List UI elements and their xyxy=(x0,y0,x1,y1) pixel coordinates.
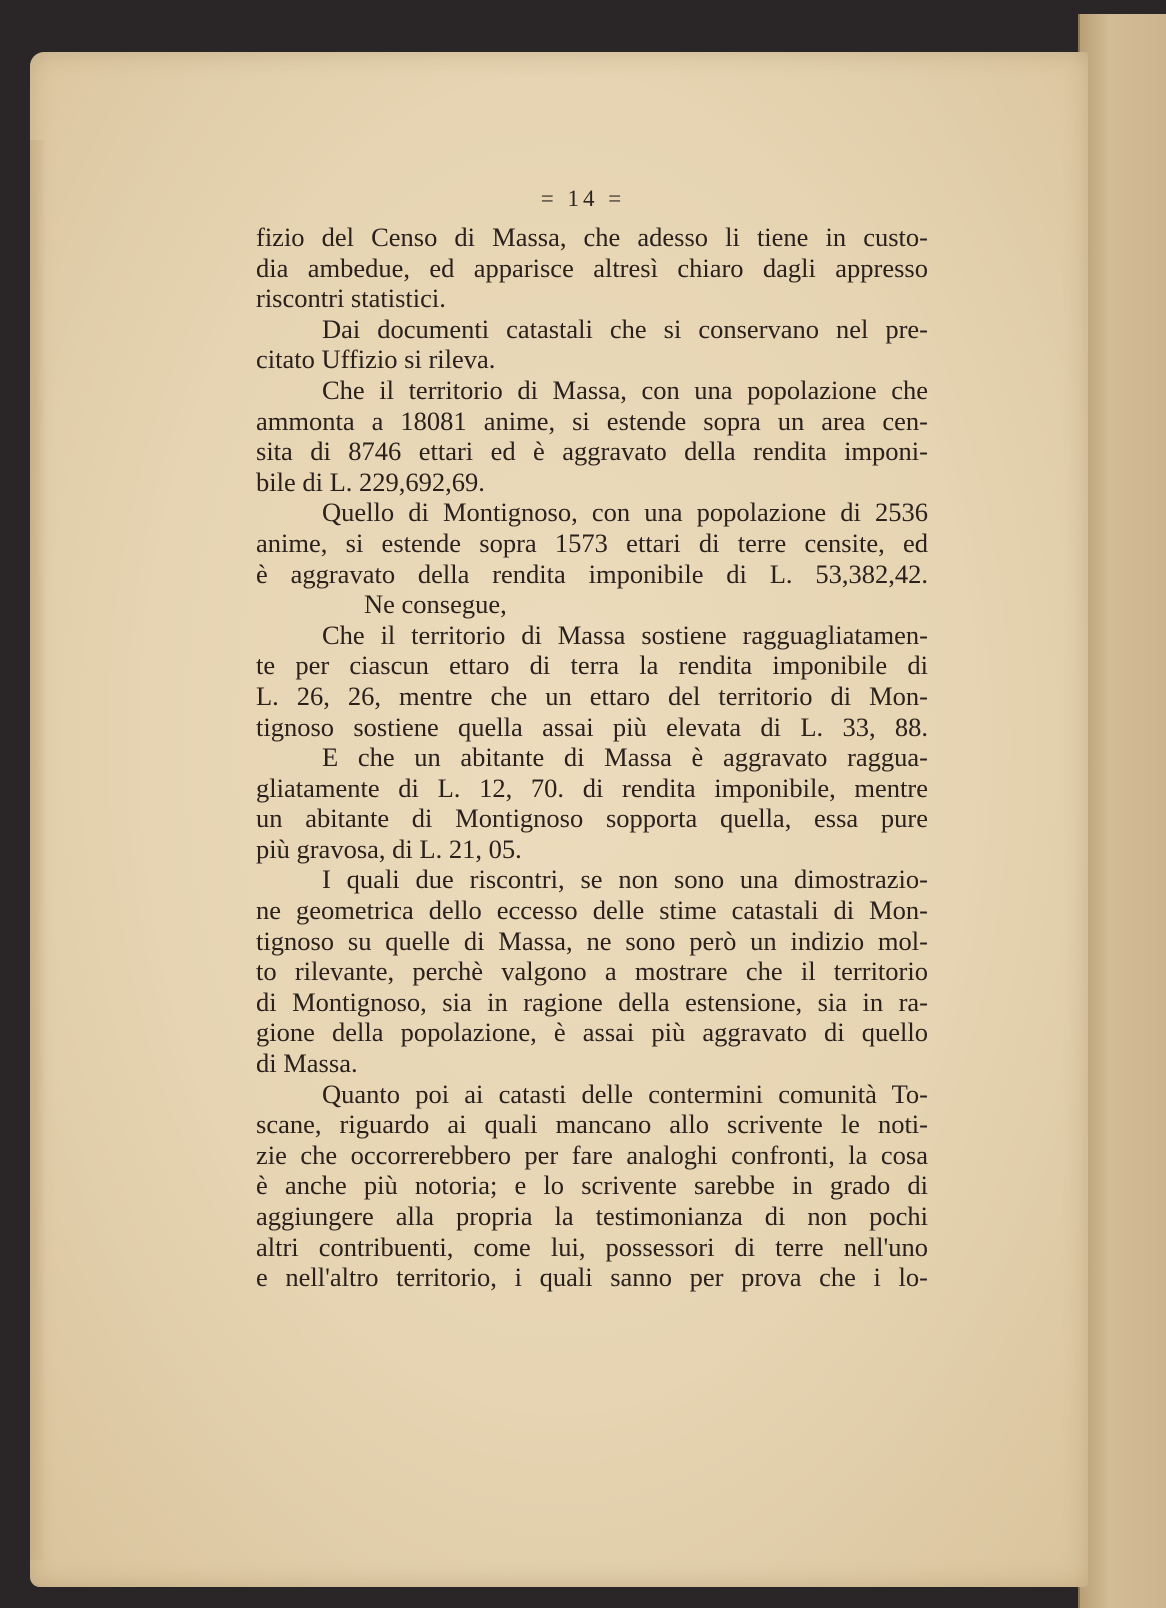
page-shadow xyxy=(30,140,46,1560)
text-line: è anche più notoria; e lo scrivente sarebbe in grado di xyxy=(256,1170,928,1201)
text-line: Quello di Montignoso, con una popolazione di 2536 xyxy=(322,497,928,528)
text-line: è aggravato della rendita imponibile di L. 53,382,42. xyxy=(256,558,928,589)
text-line: Che il territorio di Massa sostiene ragguagliatamen- xyxy=(322,619,928,650)
text-line: riscontri statistici. xyxy=(256,283,446,314)
text-line: ne geometrica dello eccesso delle stime catastali di Mon- xyxy=(256,895,928,926)
text-line: Dai documenti catastali che si conservano nel pre- xyxy=(322,313,928,344)
text-line: I quali due riscontri, se non sono una dimostrazio- xyxy=(322,864,928,895)
text-line: Quanto poi ai catasti delle contermini comunità To- xyxy=(322,1078,928,1109)
text-line: altri contribuenti, come lui, possessori di terre nell'uno xyxy=(256,1231,928,1262)
text-line: zie che occorrerebbero per fare analoghi confronti, la cosa xyxy=(256,1139,928,1170)
text-line: E che un abitante di Massa è aggravato raggua- xyxy=(322,742,928,773)
text-line: gione della popolazione, è assai più aggravato di quello xyxy=(256,1017,928,1048)
text-line: più gravosa, di L. 21, 05. xyxy=(256,833,522,864)
text-line: fizio del Censo di Massa, che adesso li tiene in custo- xyxy=(256,222,928,252)
text-line: bile di L. 229,692,69. xyxy=(256,466,485,497)
text-line: ammonta a 18081 anime, si estende sopra un area cen- xyxy=(256,405,928,436)
text-line: e nell'altro territorio, i quali sanno per prova che i lo- xyxy=(256,1262,928,1293)
body-text xyxy=(256,222,928,1293)
text-line: to rilevante, perchè valgono a mostrare che il territorio xyxy=(256,956,928,987)
text-line: Che il territorio di Massa, con una popolazione che xyxy=(322,374,928,405)
text-line: aggiungere alla propria la testimonianza di non pochi xyxy=(256,1201,928,1231)
text-line: di Massa. xyxy=(256,1048,358,1079)
text-line: di Montignoso, sia in ragione della estensione, sia in ra- xyxy=(256,986,928,1017)
text-line: tignoso su quelle di Massa, ne sono però un indizio mol- xyxy=(256,925,928,956)
text-line: dia ambedue, ed apparisce altresì chiaro dagli appresso xyxy=(256,252,928,283)
text-line: te per ciascun ettaro di terra la rendita imponibile di xyxy=(256,650,928,681)
text-line: L. 26, 26, mentre che un ettaro del territorio di Mon- xyxy=(256,680,928,711)
text-line: scane, riguardo ai quali mancano allo scrivente le noti- xyxy=(256,1109,928,1140)
adjacent-page-edge xyxy=(1078,14,1166,1608)
text-line: un abitante di Montignoso sopporta quella, essa pure xyxy=(256,803,928,834)
page-number: = 14 = xyxy=(540,186,626,211)
text-line: citato Uffizio si rileva. xyxy=(256,344,496,375)
text-line: anime, si estende sopra 1573 ettari di terre censite, ed xyxy=(256,527,928,558)
text-line: tignoso sostiene quella assai più elevata di L. 33, 88. xyxy=(256,711,928,742)
text-line: Ne consegue, xyxy=(364,589,507,620)
text-line: sita di 8746 ettari ed è aggravato della rendita imponi- xyxy=(256,436,928,467)
text-line: gliatamente di L. 12, 70. di rendita imponibile, mentre xyxy=(256,772,928,803)
